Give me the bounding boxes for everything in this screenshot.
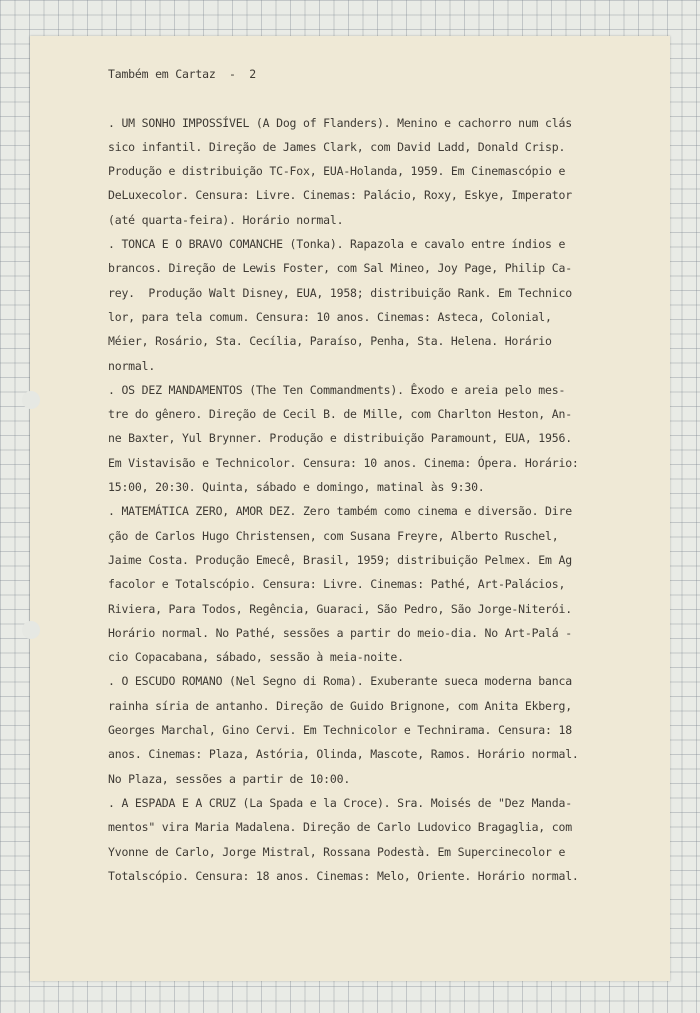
text-line: normal. xyxy=(108,358,156,373)
text-line xyxy=(108,86,648,110)
text-line: Yvonne de Carlo, Jorge Mistral, Rossana Podestà. Em Supercinecolor e xyxy=(108,844,566,859)
text-line: facolor e Totalscópio. Censura: Livre. Cinemas: Pathé, Art-Palácios, xyxy=(108,577,566,592)
text-line: DeLuxecolor. Censura: Livre. Cinemas: Palácio, Roxy, Eskye, Imperator xyxy=(108,188,572,203)
text-line: . UM SONHO IMPOSSÍVEL (A Dog of Flanders). Menino e cachorro num clás xyxy=(108,115,572,130)
text-line: brancos. Direção de Lewis Foster, com Sal Mineo, Joy Page, Philip Ca- xyxy=(108,261,572,276)
text-line: Méier, Rosário, Sta. Cecília, Paraíso, Penha, Sta. Helena. Horário xyxy=(108,334,552,349)
text-line: rey. Produção Walt Disney, EUA, 1958; distribuição Rank. Em Technico xyxy=(108,285,572,300)
text-line: cio Copacabana, sábado, sessão à meia-noite. xyxy=(108,650,404,665)
page-content xyxy=(108,62,648,888)
text-line: . OS DEZ MANDAMENTOS (The Ten Commandments). Êxodo e areia pelo mes- xyxy=(108,382,566,397)
typewritten-page xyxy=(30,36,670,981)
text-line: . MATEMÁTICA ZERO, AMOR DEZ. Zero também como cinema e diversão. Dire xyxy=(108,504,572,519)
punch-hole xyxy=(22,391,40,409)
text-line: rainha síria de antanho. Direção de Guido Brignone, com Anita Ekberg, xyxy=(108,698,572,713)
text-line: Horário normal. No Pathé, sessões a partir do meio-dia. No Art-Palá - xyxy=(108,625,572,640)
text-line: sico infantil. Direção de James Clark, com David Ladd, Donald Crisp. xyxy=(108,139,566,154)
text-line: . TONCA E O BRAVO COMANCHE (Tonka). Rapazola e cavalo entre índios e xyxy=(108,237,566,252)
text-line: ção de Carlos Hugo Christensen, com Susana Freyre, Alberto Ruschel, xyxy=(108,528,559,543)
text-line: Produção e distribuição TC-Fox, EUA-Holanda, 1959. Em Cinemascópio e xyxy=(108,164,566,179)
text-line: Jaime Costa. Produção Emecê, Brasil, 1959; distribuição Pelmex. Em Ag xyxy=(108,552,572,567)
page-header: Também em Cartaz - 2 xyxy=(108,67,256,81)
text-line: 15:00, 20:30. Quinta, sábado e domingo, matinal às 9:30. xyxy=(108,480,485,495)
text-line: Em Vistavisão e Technicolor. Censura: 10 anos. Cinema: Ópera. Horário: xyxy=(108,455,579,470)
punch-hole xyxy=(22,621,40,639)
text-line: anos. Cinemas: Plaza, Astória, Olinda, Mascote, Ramos. Horário normal. xyxy=(108,747,579,762)
text-line: Riviera, Para Todos, Regência, Guaraci, São Pedro, São Jorge-Niterói. xyxy=(108,601,572,616)
text-line: lor, para tela comum. Censura: 10 anos. Cinemas: Asteca, Colonial, xyxy=(108,309,552,324)
text-line: ne Baxter, Yul Brynner. Produção e distribuição Paramount, EUA, 1956. xyxy=(108,431,572,446)
text-line: Totalscópio. Censura: 18 anos. Cinemas: Melo, Oriente. Horário normal. xyxy=(108,868,579,883)
text-line: Georges Marchal, Gino Cervi. Em Technicolor e Technirama. Censura: 18 xyxy=(108,723,572,738)
text-line: (até quarta-feira). Horário normal. xyxy=(108,212,344,227)
text-line: mentos" vira Maria Madalena. Direção de Carlo Ludovico Bragaglia, com xyxy=(108,820,572,835)
text-line: tre do gênero. Direção de Cecil B. de Mille, com Charlton Heston, An- xyxy=(108,407,572,422)
text-line: . A ESPADA E A CRUZ (La Spada e la Croce). Sra. Moisés de "Dez Manda- xyxy=(108,795,572,810)
text-line: No Plaza, sessões a partir de 10:00. xyxy=(108,771,351,786)
text-line: . O ESCUDO ROMANO (Nel Segno di Roma). Exuberante sueca moderna banca xyxy=(108,674,572,689)
